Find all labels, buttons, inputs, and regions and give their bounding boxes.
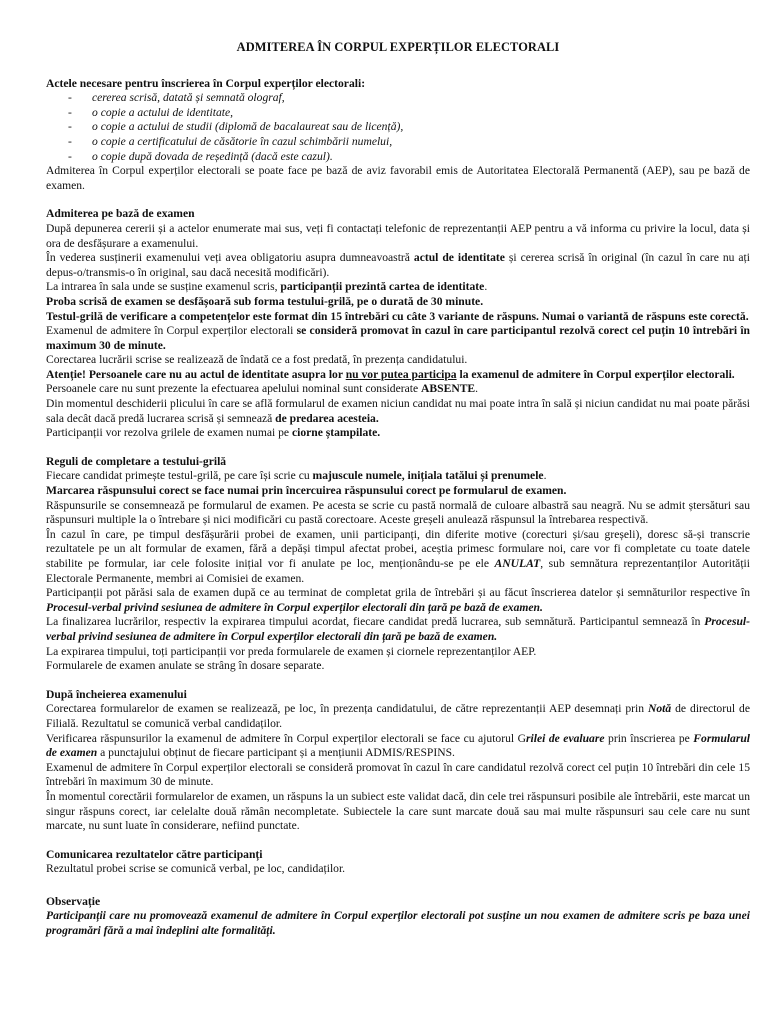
paragraph: În vederea susținerii examenului veți avea obligatoriu asupra dumneavoastră actul de identitate și cererea scrisă în original (în cazul în care nu ați depus-o/transmis-o în original, sau dacă necesită modificări). [46,251,750,279]
list-item: - o copie a certificatului de căsătorie în cazul schimbării numelui, [46,135,750,150]
paragraph: Corectarea formularelor de examen se realizează, pe loc, în prezența candidatului, de către reprezentanții AEP desemnați prin Notă de directorul de Filială. Rezultatul se comunică verbal candidaților. [46,702,750,730]
paragraph: Persoanele care nu sunt prezente la efectuarea apelului nominal sunt considerate ABSENTE. [46,382,479,396]
paragraph: În momentul corectării formularelor de examen, un răspuns la un subiect este validat dacă, din cele trei răspunsuri posibile ale întrebării, este marcat un singur răspuns corect, iar celelalte două rămân necompletate. Subiectele la care sunt marcate două sau mai multe răspunsuri sau cele care nu sunt marcate, nu sunt luate în considerare, nefiind punctate. [46,789,750,833]
list-item: - o copie după dovada de reședință (dacă este cazul). [46,150,750,165]
page-title: ADMITEREA ÎN CORPUL EXPERȚILOR ELECTORALI [236,40,560,54]
section-reguli [46,455,750,674]
paragraph: După depunerea cererii și a actelor enumerate mai sus, veți fi contactați telefonic de reprezentanții AEP pentru a vă informa cu privire la locul, data și ora de desfășurare a examenului. [46,221,750,250]
list-item: - o copie a actului de identitate, [46,106,750,121]
paragraph: Corectarea lucrării scrise se realizează de îndată ce a fost predată, în prezența candidatului. [46,353,468,367]
dupa-heading: După încheierea examenului [46,687,187,701]
paragraph: Răspunsurile se consemnează pe formularul de examen. Pe acesta se scrie cu pastă normală de culoare albastră sau neagră. Nu se admit ștersături sau răspunsuri multiple la o întrebare și nici modificări cu pastă corectoare. Aceste greșeli anulează răspunsul la întrebarea respectivă. [46,498,750,527]
paragraph: Participanții vor rezolva grilele de examen numai pe ciorne ștampilate. [46,426,381,440]
paragraph: La intrarea în sala unde se susține examenul scris, participanții prezintă cartea de identitate. [46,280,488,294]
paragraph: Din momentul deschiderii plicului în care se află formularul de examen niciun candidat nu mai poate intra în sală și niciun candidat nu mai poate părăsi sala decât dacă predă lucrarea scrisă și semnează de predarea acesteia. [46,397,750,425]
document-page [46,40,750,939]
section-dupa [46,688,750,834]
paragraph: Examenul de admitere în Corpul experților electorali se consideră promovat în cazul în care candidatul rezolvă corect cel puțin 10 întrebări din cele 15 întrebări în maximum 30 de minute. [46,760,750,789]
paragraph: Participanții pot părăsi sala de examen după ce au terminat de completat grila de întrebări și au făcut înscrierea datelor și semnăturilor respective în Procesul-verbal privind sesiunea de admitere în Corpul experților electorali din țară pe bază de examen. [46,586,750,614]
paragraph: Fiecare candidat primește testul-grilă, pe care își scrie cu majuscule numele, inițiala tatălui și prenumele. [46,469,547,483]
reguli-heading: Reguli de completare a testului-grilă [46,454,227,468]
paragraph: La finalizarea lucrărilor, respectiv la expirarea timpului acordat, fiecare candidat predă lucrarea, sub semnătură. Participantul semnează în Procesul-verbal privind sesiunea de admitere în Corpul experților electorali din țară pe bază de examen. [46,615,750,643]
paragraph: La expirarea timpului, toți participanții vor preda formularele de examen și ciornele reprezentanților AEP. [46,644,537,658]
section-observatie [46,895,750,939]
section-admitere [46,207,750,441]
acte-heading: Actele necesare pentru înscrierea în Corpul experților electorali: [46,76,366,90]
paragraph: Examenul de admitere în Corpul experților electorali se consideră promovat în cazul în care participantul rezolvă corect cel puțin 10 întrebări în maximum 30 de minute. [46,324,750,352]
comunicare-heading: Comunicarea rezultatelor către participanți [46,847,263,861]
paragraph: Atenție! Persoanele care nu au actul de identitate asupra lor nu vor putea participa la examenul de admitere în Corpul experților electorali. [46,367,735,381]
list-item: - o copie a actului de studii (diplomă de bacalaureat sau de licență), [46,120,750,135]
admitere-heading: Admiterea pe bază de examen [46,207,195,221]
paragraph: Testul-grilă de verificare a competențelor este format din 15 întrebări cu câte 3 variante de răspuns. Numai o variantă de răspuns este corectă. [46,309,749,323]
observatie-heading: Observație [46,894,101,908]
list-item: - cererea scrisă, datată și semnată olograf, [46,91,750,106]
acte-list [46,91,750,164]
paragraph: Formularele de examen anulate se strâng în dosare separate. [46,659,325,673]
section-acte [46,77,750,194]
paragraph: Proba scrisă de examen se desfășoară sub forma testului-grilă, pe o durată de 30 minute. [46,294,484,308]
paragraph: Verificarea răspunsurilor la examenul de admitere în Corpul experților electorali se face cu ajutorul Grilei de evaluare prin înscrierea pe Formularul de examen a punctajului obținut de fiecare participant și a mențiunii ADMIS/RESPINS. [46,731,751,760]
paragraph: În cazul în care, pe timpul desfășurării probei de examen, unii participanți, din diferite motive (corecturi și/sau greșeli), doresc să-și transcrie rezultatele pe un alt formular de examen, fără a depăși timpul afectat probei, aceștia primesc formulare noi, care vor fi completate cu toate datele stabilite pe formular, iar cele folosite inițial vor fi anulate pe loc, menționându-se pe ele ANULAT, sub semnătura reprezentanților Autorității Electorale Permanente, membri ai Comisiei de examen. [46,527,750,585]
paragraph: Marcarea răspunsului corect se face numai prin încercuirea răspunsului corect pe formularul de examen. [46,484,567,498]
acte-note: Admiterea în Corpul experților electorali se poate face pe bază de aviz favorabil emis de Autoritatea Electorală Permanentă (AEP), sau pe bază de examen. [46,164,750,192]
paragraph: Participanții care nu promovează examenul de admitere în Corpul experților electorali pot susține un nou examen de admitere scris pe baza unei programări fără a mai îndeplini alte formalități. [46,909,750,938]
paragraph: Rezultatul probei scrise se comunică verbal, pe loc, candidaților. [46,862,346,876]
section-comunicare [46,848,750,877]
